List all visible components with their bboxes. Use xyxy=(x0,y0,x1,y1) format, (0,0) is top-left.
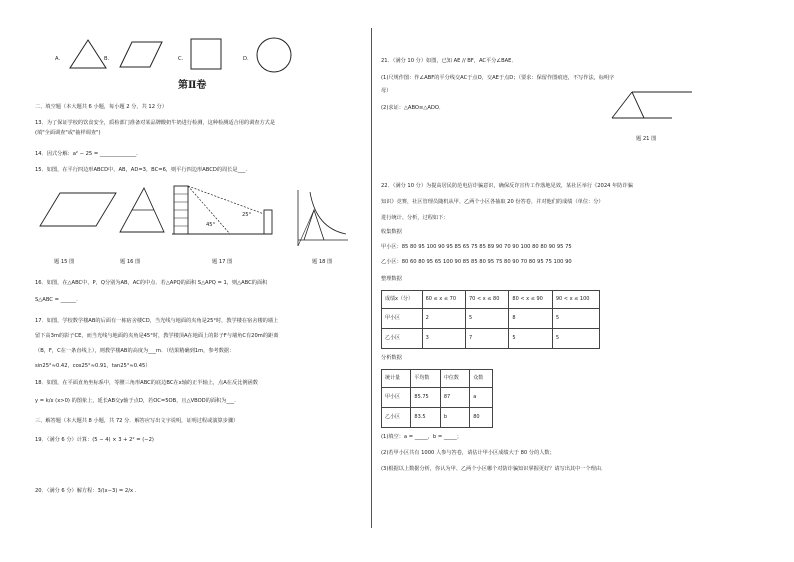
sub-question-1: (1)填空：a = _____，b = _____； xyxy=(381,434,462,440)
figure-21-caption: 题 21 图 xyxy=(636,136,657,142)
figure-17-angle-45: 45° xyxy=(206,222,216,228)
table-cell: a xyxy=(470,388,493,408)
figure-18-caption: 题 18 图 xyxy=(312,259,333,265)
question-20: 20．（满分 6 分）解方程：3/(x−3) = 2/x . xyxy=(35,488,137,494)
figure-17-buildings xyxy=(172,184,282,244)
table-cell: 85.75 xyxy=(411,388,440,408)
collect-data-heading: 收集数据 xyxy=(381,229,402,235)
question-19: 19．（满分 6 分）计算：(5 − 4) × 3 + 2² = (−2) xyxy=(35,437,154,443)
table-cell: 83.5 xyxy=(411,408,440,428)
table-header-cell: 众数 xyxy=(470,370,493,388)
question-21-part1: (1)尺规作图：作∠ABF的平分线交AC于点O，交AE于点D；（要求：保留作图痕迹，不写作法，标明字 xyxy=(381,75,615,81)
column-divider xyxy=(371,28,372,528)
question-22: 22．（满分 10 分）为提高居民防范电信诈骗意识，确保反诈宣传工作落地见效，某社区举行《2024 年防诈骗 xyxy=(381,183,633,189)
table-cell: 5 xyxy=(552,309,599,329)
figure-16-caption: 题 16 图 xyxy=(120,259,141,265)
data-row-a: 甲小区：85 80 95 100 90 95 85 65 75 85 89 90 70 90 100 80 80 90 95 75 xyxy=(381,244,572,250)
table-cell: 5 xyxy=(466,309,509,329)
statistics-table xyxy=(381,369,493,428)
question-18: 18．如图，在平面直角坐标系中，等腰三角形ABC的底边BC在x轴的正半轴上，点A在反比例函数 xyxy=(35,380,258,386)
question-14: 14．因式分解：a² − 25 = ______________. xyxy=(35,151,138,157)
question-13-cont: (填"全面调查"或"抽样调查") xyxy=(35,130,101,136)
option-b-label: B. xyxy=(104,56,110,62)
question-17: 17．如图，学校数学楼AB的后面有一栋宿舍楼CD，当光线与地面的夹角是25°时，教学楼在宿舍楼的墙上 xyxy=(35,318,279,324)
table-header-cell: 平均数 xyxy=(411,370,440,388)
table-header-cell: 60 ≤ x ≤ 70 xyxy=(422,291,465,309)
question-17-cont2: （B，F，C在一条直线上），则教学楼AB的高度为___m．（结果精确到1m，参考数据： xyxy=(35,348,235,354)
table-cell: 7 xyxy=(466,329,509,349)
question-17-cont1: 留下高3m的影子CE，而当光线与地面的夹角是45°时，教学楼顶A在地面上的影子F与墙角C有20m的距离 xyxy=(35,333,279,339)
question-22-cont2: 进行统计、分析，过程如下： xyxy=(381,215,449,221)
question-21-part1-cont: 母） xyxy=(381,88,392,94)
sub-question-3: (3)根据以上数据分析，你认为甲、乙两个小区哪个对防诈骗知识掌握更好？请写出其中一个理由． xyxy=(381,466,607,472)
question-21: 21．（满分 10 分）如图，已知 AE // BF，AC平分∠BAE． xyxy=(381,58,517,64)
sub-question-2: (2)若甲小区共有 1000 人参与答卷，请估计甲小区成绩大于 80 分的人数； xyxy=(381,450,555,456)
table-header-cell: 成绩x（分） xyxy=(382,291,423,309)
circle-shape xyxy=(256,37,292,73)
question-17-cont3: sin25°≈0.42，cos25°≈0.91，tan25°≈0.45） xyxy=(35,363,151,369)
figure-21-diagram xyxy=(606,88,696,128)
frequency-table xyxy=(381,290,600,349)
table-cell: b xyxy=(440,408,469,428)
rhombus-shape xyxy=(118,41,164,69)
data-row-b: 乙小区：80 60 80 95 65 100 90 85 85 80 95 75 80 90 70 80 95 75 100 90 xyxy=(381,259,572,265)
figure-15-parallelogram xyxy=(38,190,118,230)
question-16-cont: S△ABC = ______. xyxy=(35,297,78,303)
figure-17-caption: 题 17 图 xyxy=(212,259,233,265)
solve-header: 三、解答题（本大题共 8 小题，共 72 分．解答应写出文字说明，证明过程或演算步骤） xyxy=(35,418,239,424)
table-header-cell: 70 < x ≤ 80 xyxy=(466,291,509,309)
figure-18-coordinate-graph xyxy=(290,188,350,248)
table-cell: 87 xyxy=(440,388,469,408)
table-cell: 3 xyxy=(422,329,465,349)
fill-in-header: 二、填空题（本大题共 6 小题，每小题 2 分，共 12 分） xyxy=(35,104,168,110)
table-cell: 乙小区 xyxy=(382,408,411,428)
square-shape xyxy=(190,38,222,70)
table-cell: 甲小区 xyxy=(382,388,411,408)
organize-data-heading: 整理数据 xyxy=(381,276,402,282)
question-21-part2: (2)求证：△ABO≌△ADO． xyxy=(381,105,445,111)
question-13: 13．为了保证学校的饮食安全，质检部门准备对某品牌酸奶牛奶进行检测，这种检测适合用的调查方式是 xyxy=(35,120,276,126)
figure-15-caption: 题 15 图 xyxy=(54,259,75,265)
option-c-label: C. xyxy=(178,56,184,62)
table-cell: 2 xyxy=(422,309,465,329)
option-a-label: A. xyxy=(55,56,61,62)
table-header-cell: 90 < x ≤ 100 xyxy=(552,291,599,309)
table-cell: 5 xyxy=(552,329,599,349)
figure-16-triangle xyxy=(118,186,168,236)
table-cell: 乙小区 xyxy=(382,329,423,349)
table-cell: 80 xyxy=(470,408,493,428)
question-22-cont1: 知识》竞赛，社区管理员随机从甲、乙两个小区各抽取 20 份答卷，并对他们的成绩（单位：分） xyxy=(381,199,604,205)
table-cell: 5 xyxy=(509,329,552,349)
table-header-cell: 80 < x ≤ 90 xyxy=(509,291,552,309)
question-16: 16．如图，在△ABC中，P，Q分别为AB，AC的中点．若△APQ的面积 S△APQ = 1，则△ABC的面积 xyxy=(35,280,268,286)
table-header-cell: 统计量 xyxy=(382,370,411,388)
table-cell: 甲小区 xyxy=(382,309,423,329)
triangle-shape xyxy=(68,38,108,70)
section-title: 第Ⅱ卷 xyxy=(178,80,207,91)
table-header-cell: 中位数 xyxy=(440,370,469,388)
table-cell: 8 xyxy=(509,309,552,329)
question-15: 15．如图，在平行四边形ABCD中，AB，AD=3，BC=6，则平行四边形ABCD的周长是___. xyxy=(35,167,248,173)
option-d-label: D. xyxy=(243,56,249,62)
figure-17-angle-25: 25° xyxy=(242,212,252,218)
analyze-data-heading: 分析数据 xyxy=(381,355,402,361)
question-18-cont: y = k/x (x>0) 的图象上，延长AB交y轴于点D，若OC=5OB，且△VBOD的面积为___. xyxy=(35,398,236,404)
